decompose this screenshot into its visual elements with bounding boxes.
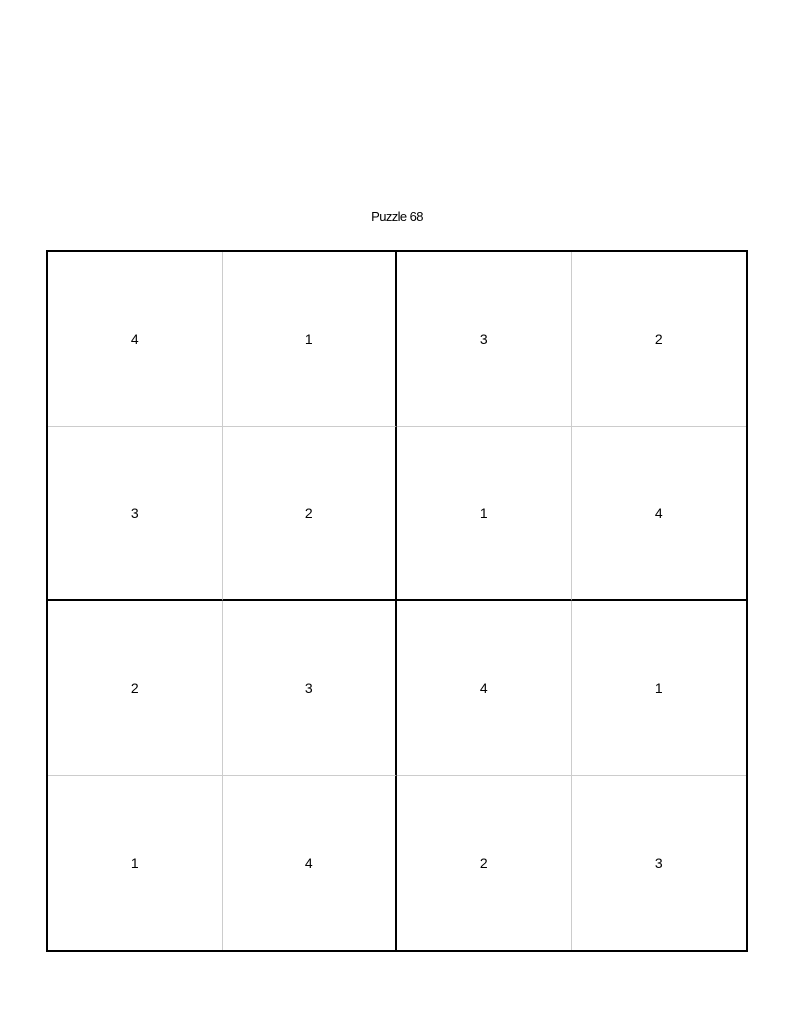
grid-cell[interactable]: 1 [48, 776, 223, 951]
grid-cell[interactable]: 2 [48, 601, 223, 776]
grid-cell[interactable]: 3 [48, 427, 223, 602]
sudoku-grid [46, 250, 748, 952]
grid-cell[interactable]: 3 [397, 252, 572, 427]
grid-cell[interactable]: 1 [397, 427, 572, 602]
grid-cell[interactable]: 1 [223, 252, 398, 427]
grid-cell[interactable]: 4 [397, 601, 572, 776]
puzzle-title: Puzzle 68 [371, 209, 423, 224]
grid-cell[interactable]: 3 [654, 854, 663, 871]
grid-cell[interactable]: 1 [572, 601, 747, 776]
grid-cell[interactable]: 3 [223, 601, 398, 776]
grid-cell[interactable]: 2 [223, 427, 398, 602]
grid-cell[interactable]: 4 [48, 252, 223, 427]
grid-cell[interactable]: 2 [397, 776, 572, 951]
grid-cell[interactable]: 4 [572, 427, 747, 602]
grid-cell[interactable]: 2 [572, 252, 747, 427]
grid-cell[interactable]: 4 [223, 776, 398, 951]
